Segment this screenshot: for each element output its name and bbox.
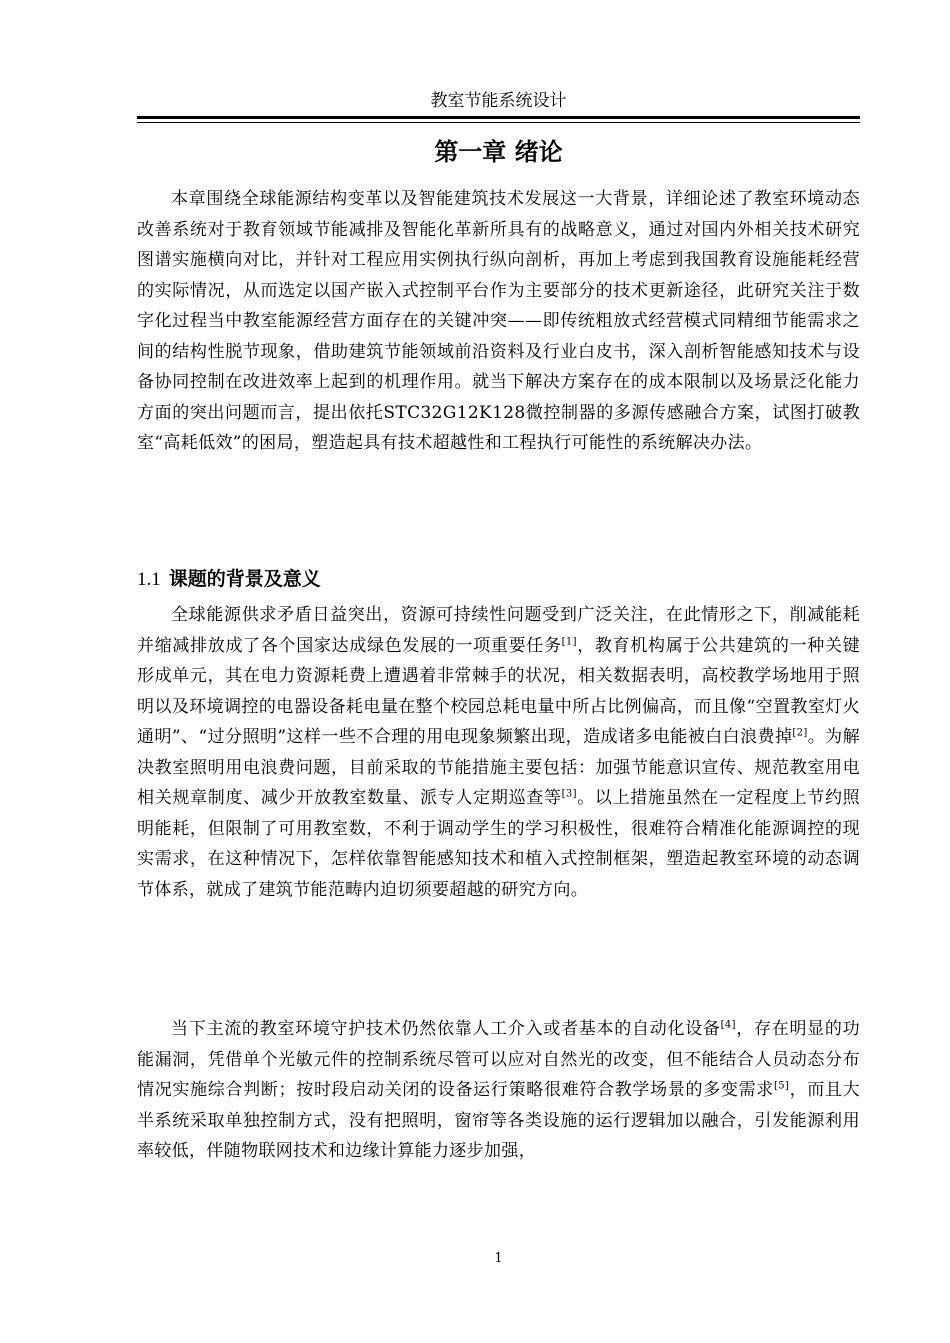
section-title-text: 课题的背景及意义 <box>168 568 321 590</box>
paragraph-text: 。为解决教室照明用电浪费问题，目前采取的节能措施主要包括：加强节能意识宣传、规范教室用电相关规章制度、减少开放教室数量、派专人定期巡查等 <box>137 727 860 808</box>
paragraph-text: ，而且大半系统采取单独控制方式，没有把照明，窗帘等各类设施的运行逻辑加以融合，引发能源利用率较低，伴随物联网技术和边缘计算能力逐步加强， <box>137 1080 860 1161</box>
running-header: 教室节能系统设计 <box>430 91 567 111</box>
paragraph-text: 全球能源供求矛盾日益突出，资源可持续性问题受到广泛关注，在此情形之下，削减能耗并缩减排放成了各个国家达成绿色发展的一项重要任务 <box>137 605 860 656</box>
background-paragraph-1 <box>137 600 860 905</box>
paragraph-text: 。以上措施虽然在一定程度上节约照明能耗，但限制了可用教室数，不利于调动学生的学习积极性，很难符合精准化能源调控的现实需求，在这种情况下，怎样依靠智能感知技术和植入式控制框架，塑造起教室环境的动态调节体系，就成了建筑节能范畴内迫切须要超越的研究方向。 <box>137 788 860 900</box>
citation-4: [4] <box>720 1019 736 1031</box>
section-heading <box>137 564 860 595</box>
chapter-title: 第一章 绪论 <box>434 138 563 166</box>
section-number: 1.1 <box>137 569 161 590</box>
intro-paragraph: 本章围绕全球能源结构变革以及智能建筑技术发展这一大背景，详细论述了教室环境动态改善系统对于教育领域节能减排及智能化革新所具有的战略意义，通过对国内外相关技术研究图谱实施横向对比，并针对工程应用实例执行纵向剖析，再加上考虑到我国教育设施能耗经营的实际情况，从而选定以国产嵌入式控制平台作为主要部分的技术更新途径，此研究关注于数字化过程当中教室能源经营方面存在的关键冲突——即传统粗放式经营模式同精细节能需求之间的结构性脱节现象，借助建筑节能领域前沿资料及行业白皮书，深入剖析智能感知技术与设备协同控制在改进效率上起到的机理作用。就当下解决方案存在的成本限制以及场景泛化能力方面的突出问题而言，提出依托STC32G12K128微控制器的多源传感融合方案，试图打破教室“高耗低效”的困局，塑造起具有技术超越性和工程执行可能性的系统解决办法。 <box>137 189 860 453</box>
citation-2: [2] <box>792 727 808 739</box>
citation-3: [3] <box>561 788 577 800</box>
paragraph-text: ，教育机构属于公共建筑的一种关键形成单元，其在电力资源耗费上遭遇着非常棘手的状况，相关数据表明，高校教学场地用于照明以及环境调控的电器设备耗电量在整个校园总耗电量中所占比例偏高，而且像“空置教室灯火通明”、“过分照明”这样一些不合理的用电现象频繁出现，造成诸多电能被白白浪费掉 <box>137 635 860 747</box>
header-rule-thin <box>137 122 860 123</box>
citation-5: [5] <box>774 1080 790 1092</box>
background-paragraph-2 <box>137 1014 860 1167</box>
paragraph-text: ，存在明显的功能漏洞，凭借单个光敏元件的控制系统尽管可以应对自然光的改变，但不能结合人员动态分布情况实施综合判断；按时段启动关闭的设备运行策略很难符合教学场景的多变需求 <box>137 1019 860 1100</box>
citation-1: [1] <box>561 635 577 647</box>
paragraph-text: 当下主流的教室环境守护技术仍然依靠人工介入或者基本的自动化设备 <box>171 1019 721 1039</box>
page-number: 1 <box>494 1251 503 1266</box>
header-rule-thick <box>137 116 860 119</box>
